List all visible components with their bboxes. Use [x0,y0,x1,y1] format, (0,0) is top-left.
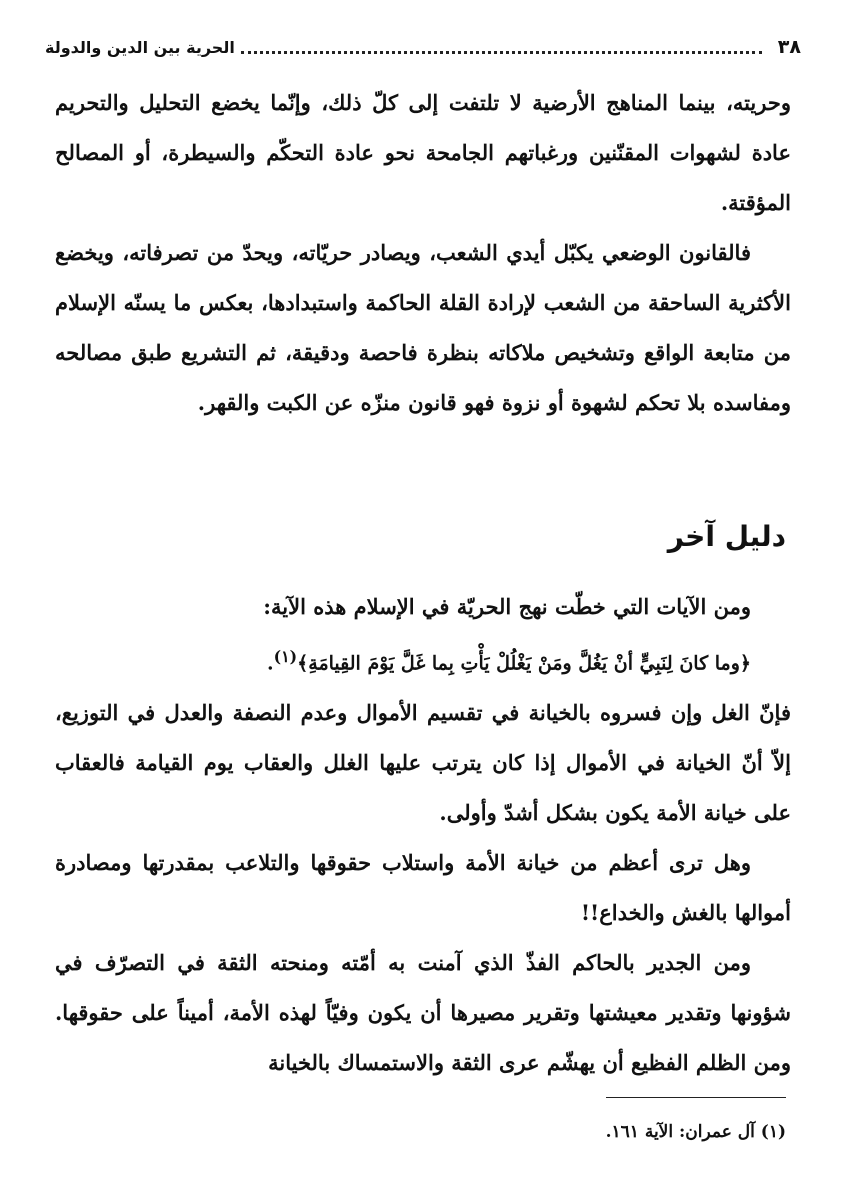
page-header [45,30,801,64]
verse-text: ﴿وما كانَ لِنَبِيٍّ أنْ يَغُلَّ ومَنْ يَغْلُلْ يَأْتِ بِما غَلَّ يَوْمَ القِيامَةِ﴾ [297,652,751,675]
footnote-divider [606,1097,786,1098]
footnote-marker: (١) [273,647,298,666]
body-text-section [55,582,791,1088]
page-number: ٣٨ [777,36,801,58]
paragraph: فإنّ الغل وإن فسروه بالخيانة في تقسيم الأموال وعدم النصفة والعدل في التوزيع، إلاّ أنّ الخيانة في الأموال إذا كان يترتب عليها الغلل والعقاب يوم القيامة فالعقاب على خيانة الأمة يكون بشكل أشدّ وأولى. [55,700,791,826]
paragraph: وهل ترى أعظم من خيانة الأمة واستلاب حقوقها والتلاعب بمقدرتها ومصادرة أموالها بالغش والخداع!! [55,850,791,926]
footnote: (١) آل عمران: الآية ١٦١. [605,1122,786,1142]
quran-verse [55,632,791,688]
running-title: الحرية بين الدين والدولة [45,37,235,57]
paragraph: فالقانون الوضعي يكبّل أيدي الشعب، ويصادر حريّاته، ويحدّ من تصرفاته، ويخضع الأكثرية الساحقة من الشعب لإرادة القلة الحاكمة واستبدادها، بعكس ما يسنّه الإسلام من متابعة الواقع وتشخيص ملاكاته بنظرة فاحصة ودقيقة، ثم التشريع طبق مصالحه ومفاسده بلا تحكم لشهوة أو نزوة فهو قانون منزّه عن الكبت والقهر. [55,240,791,415]
body-text-top [55,78,791,428]
section-heading: دليل آخر [667,520,786,553]
paragraph: وحريته، بينما المناهج الأرضية لا تلتفت إلى كلّ ذلك، وإنّما يخضع التحليل والتحريم عادة لشهوات المقنّنين ورغباتهم الجامحة نحو عادة التحكّم والسيطرة، أو المصالح المؤقتة. [55,90,791,215]
header-dot-leader [241,41,762,54]
paragraph: ومن الجدير بالحاكم الفذّ الذي آمنت به أمّته ومنحته الثقة في التصرّف في شؤونها وتقدير معيشتها وتقرير مصيرها أن يكون وفيّاً لهذه الأمة، أميناً على حقوقها. ومن الظلم الفظيع أن يهشّم عرى الثقة والاستمساك بالخيانة [55,950,791,1076]
paragraph-intro: ومن الآيات التي خطّت نهج الحريّة في الإسلام هذه الآية: [263,594,751,619]
verse-end: . [267,652,274,675]
